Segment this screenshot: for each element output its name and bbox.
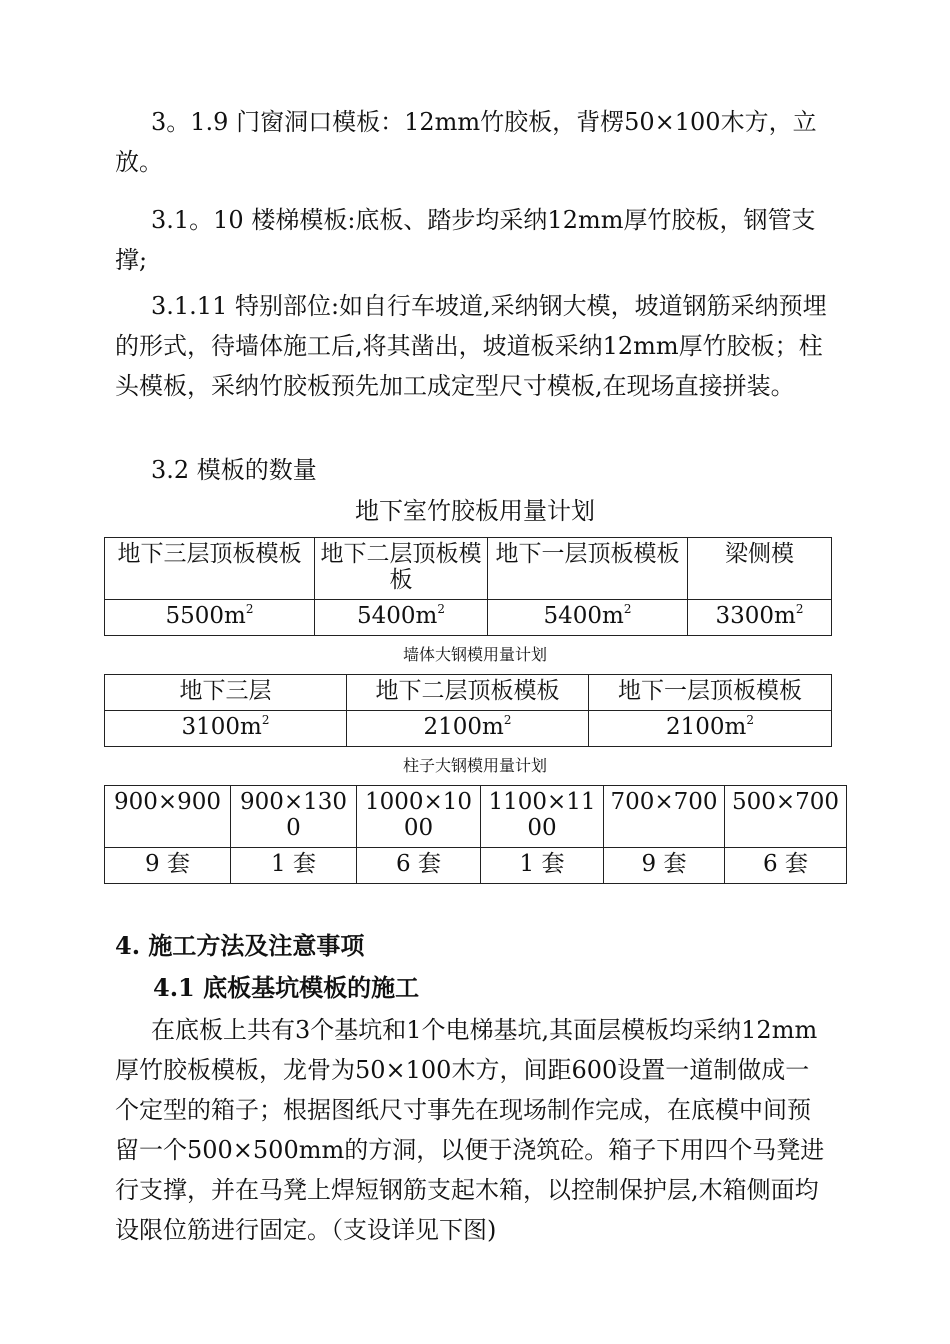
table-column-steel-formwork [104,785,847,884]
table-bamboo-plywood [104,537,832,636]
table-cell: 700×700 [604,786,725,848]
table-cell: 9 套 [105,848,231,884]
table-cell: 地下一层顶板模板 [488,538,688,600]
paragraph-4-1-text: 在底板上共有3个基坑和1个电梯基坑,其面层模板均采纳12mm厚竹胶板模板，龙骨为50×100木方，间距600设置一道制做成一个定型的箱子；根据图纸尺寸事先在现场制作完成，在底模中间预留一个500×500mm的方洞，以便于浇筑砼。箱子下用四个马凳进行支撑，并在马凳上焊短钢筋支起木箱，以控制保护层,木箱侧面均设限位筋进行固定。（支设详见下图) [115,1016,825,1244]
paragraph-3-1-10 [115,200,830,280]
table-cell: $5400m^2$ [488,600,688,636]
section-3-2-title: 3.2 模板的数量 [151,456,317,484]
table-cell: 1100×1100 [481,786,604,848]
paragraph-3-1-9-text: 3。1.9 门窗洞口模板：12mm竹胶板，背楞50×100木方，立放。 [115,108,817,176]
table-cell: 地下三层 [105,675,347,711]
table-cell: $2100m^2$ [347,711,589,747]
table-cell: $2100m^2$ [589,711,832,747]
table-row [105,600,832,636]
table-cell: 1 套 [481,848,604,884]
table-cell: 500×700 [725,786,847,848]
table-cell: 梁侧模 [688,538,832,600]
table-row [105,675,832,711]
table-cell: 1000×1000 [357,786,481,848]
table-cell: 地下二层顶板模板 [347,675,589,711]
table-row [105,786,847,848]
table-cell: 地下二层顶板模板 [315,538,488,600]
table-cell: 900×900 [105,786,231,848]
section-4-1-heading: 4.1 底板基坑模板的施工 [153,973,420,1002]
table-cell: $5400m^2$ [315,600,488,636]
paragraph-3-2 [115,450,830,490]
paragraph-3-1-9 [115,102,830,182]
table-wall-steel-formwork [104,674,832,747]
table-cell: 地下三层顶板模板 [105,538,315,600]
paragraph-3-1-11-text: 3.1.11 特别部位:如自行车坡道,采纳钢大模，坡道钢筋采纳预埋的形式，待墙体施工后,将其凿出，坡道板采纳12mm厚竹胶板；柱头模板，采纳竹胶板预先加工成定型尺寸模板,在现场直接拼装。 [115,292,827,400]
table-cell: $3300m^2$ [688,600,832,636]
table-cell: 9 套 [604,848,725,884]
table-cell: $5500m^2$ [105,600,315,636]
table-cell: 900×1300 [231,786,357,848]
table-cell: 地下一层顶板模板 [589,675,832,711]
table2-caption: 墙体大钢模用量计划 [402,645,547,664]
table-cell: 6 套 [725,848,847,884]
table-cell: 1 套 [231,848,357,884]
paragraph-3-1-11 [115,286,830,406]
table3-caption: 柱子大钢模用量计划 [402,756,547,775]
section-4-heading: 4. 施工方法及注意事项 [115,931,365,960]
table-row [105,538,832,600]
table-cell: $3100m^2$ [105,711,347,747]
table-cell: 6 套 [357,848,481,884]
paragraph-3-1-10-text: 3.1。10 楼梯模板:底板、踏步均采纳12mm厚竹胶板，钢管支撑; [115,206,816,274]
paragraph-4-1-body [115,1010,830,1250]
table-row [105,848,847,884]
table-row [105,711,832,747]
table1-caption: 地下室竹胶板用量计划 [355,497,595,525]
